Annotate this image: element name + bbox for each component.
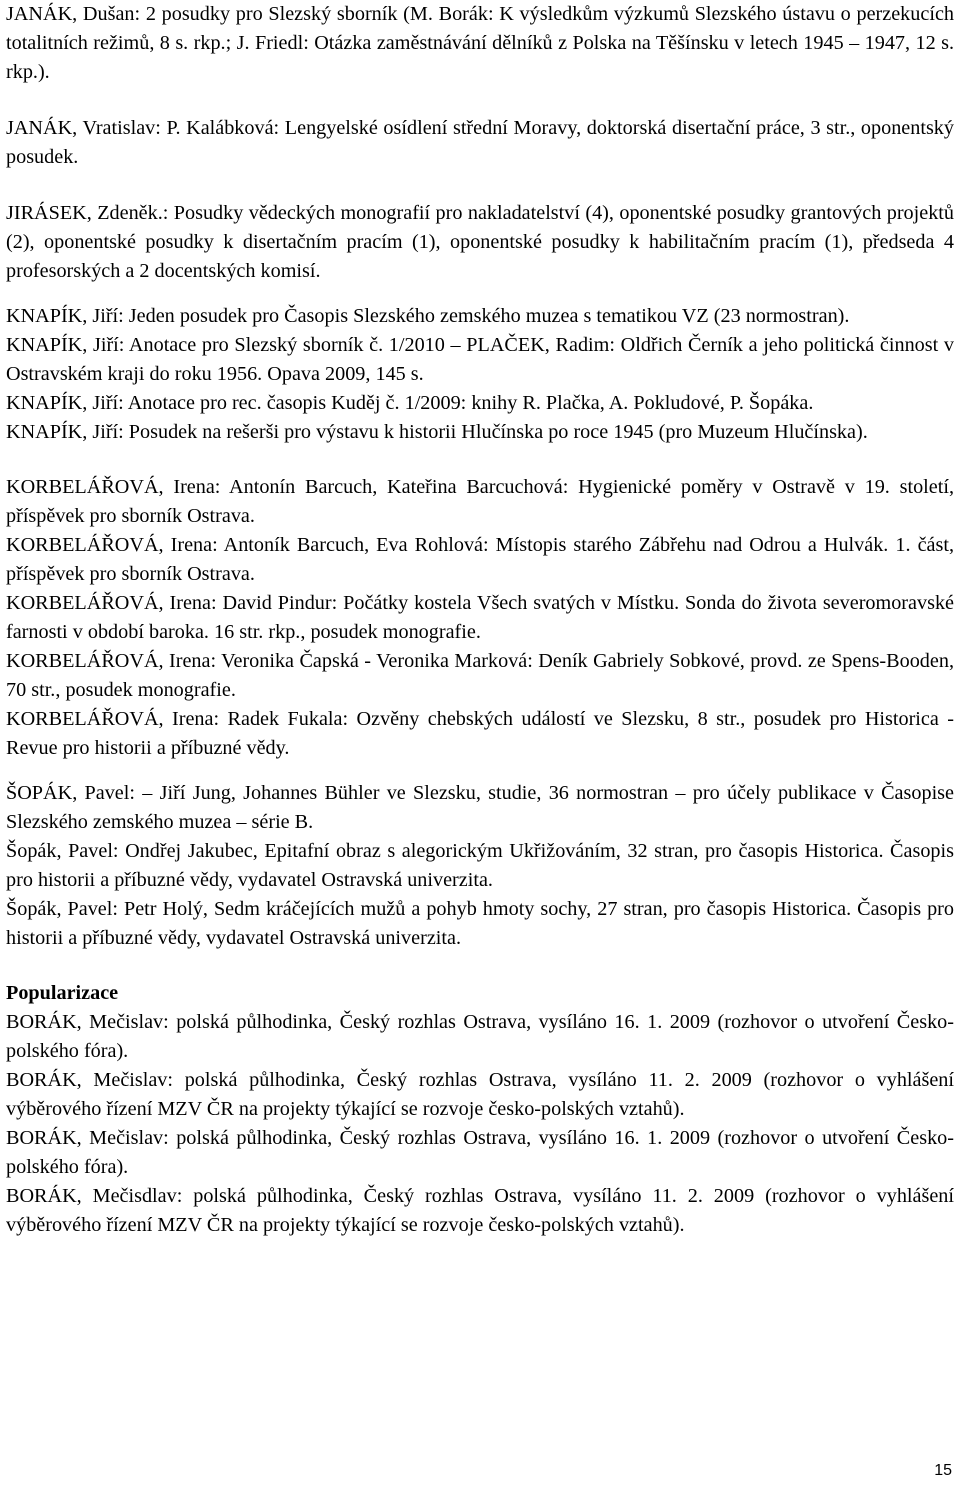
entry-korbelarova-4: KORBELÁŘOVÁ, Irena: Veronika Čapská - Veronika Marková: Deník Gabriely Sobkové, provd. ze Spens-Booden, 70 str., posudek monografie. [6, 650, 954, 701]
entry-korbelarova-1: KORBELÁŘOVÁ, Irena: Antonín Barcuch, Kateřina Barcuchová: Hygienické poměry v Ostravě v 19. století, příspěvek pro sborník Ostrava. [6, 476, 954, 527]
entry-korbelarova-3: KORBELÁŘOVÁ, Irena: David Pindur: Počátky kostela Všech svatých v Místku. Sonda do života severomoravské farnosti v období baroka. 16 str. rkp., posudek monografie. [6, 592, 954, 643]
entry-borak-1: BORÁK, Mečislav: polská půlhodinka, Český rozhlas Ostrava, vysíláno 16. 1. 2009 (rozhovor o utvoření Česko-polského fóra). [6, 1011, 954, 1062]
entry-janak-dusan: JANÁK, Dušan: 2 posudky pro Slezský sborník (M. Borák: K výsledkům výzkumů Slezského ústavu o perzekucích totalitních režimů, 8 s. rkp.; J. Friedl: Otázka zaměstnávání dělníků z Polska na Těšínsku v letech 1945 – 1947, 12 s. rkp.). [6, 3, 954, 83]
page-content [6, 0, 954, 1240]
page-number: 15 [934, 1462, 952, 1479]
entry-borak-3: BORÁK, Mečislav: polská půlhodinka, Český rozhlas Ostrava, vysíláno 16. 1. 2009 (rozhovor o utvoření Česko-polského fóra). [6, 1127, 954, 1178]
entry-knapik-1: KNAPÍK, Jiří: Jeden posudek pro Časopis Slezského zemského muzea s tematikou VZ (23 normostran). [6, 305, 850, 327]
entry-sopak-3: Šopák, Pavel: Petr Holý, Sedm kráčejících mužů a pohyb hmoty sochy, 27 stran, pro časopis Historica. Časopis pro historii a příbuzné vědy, vydavatel Ostravská univerzita. [6, 898, 954, 949]
entry-knapik-4: KNAPÍK, Jiří: Posudek na rešerši pro výstavu k historii Hlučínska po roce 1945 (pro Muzeum Hlučínska). [6, 421, 868, 443]
entry-sopak-2: Šopák, Pavel: Ondřej Jakubec, Epitafní obraz s alegorickým Ukřižováním, 32 stran, pro časopis Historica. Časopis pro historii a příbuzné vědy, vydavatel Ostravská univerzita. [6, 840, 954, 891]
entry-janak-vratislav: JANÁK, Vratislav: P. Kalábková: Lengyelské osídlení střední Moravy, doktorská disertační práce, 3 str., oponentský posudek. [6, 117, 954, 168]
entry-knapik-2: KNAPÍK, Jiří: Anotace pro Slezský sborník č. 1/2010 – PLAČEK, Radim: Oldřich Černík a jeho politická činnost v Ostravském kraji do roku 1956. Opava 2009, 145 s. [6, 334, 954, 385]
section-heading-popularizace: Popularizace [6, 982, 119, 1004]
entry-korbelarova-5: KORBELÁŘOVÁ, Irena: Radek Fukala: Ozvěny chebských událostí ve Slezsku, 8 str., posudek pro Historica - Revue pro historii a příbuzné vědy. [6, 708, 954, 759]
entry-korbelarova-2: KORBELÁŘOVÁ, Irena: Antoník Barcuch, Eva Rohlová: Místopis starého Zábřehu nad Odrou a Hulvák. 1. část, příspěvek pro sborník Ostrava. [6, 534, 954, 585]
entry-borak-4: BORÁK, Mečisdlav: polská půlhodinka, Český rozhlas Ostrava, vysíláno 11. 2. 2009 (rozhovor o vyhlášení výběrového řízení MZV ČR na projekty týkající se rozvoje česko-polských vztahů). [6, 1185, 954, 1236]
entry-jirasek-zdenek: JIRÁSEK, Zdeněk.: Posudky vědeckých monografií pro nakladatelství (4), oponentské posudky grantových projektů (2), oponentské posudky k disertačním pracím (1), oponentské posudky k habilitačním pracím (1), předseda 4 profesorských a 2 docentských komisí. [6, 202, 954, 282]
entry-borak-2: BORÁK, Mečislav: polská půlhodinka, Český rozhlas Ostrava, vysíláno 11. 2. 2009 (rozhovor o vyhlášení výběrového řízení MZV ČR na projekty týkající se rozvoje česko-polských vztahů). [6, 1069, 954, 1120]
entry-knapik-3: KNAPÍK, Jiří: Anotace pro rec. časopis Kuděj č. 1/2009: knihy R. Plačka, A. Pokludové, P. Šopáka. [6, 392, 814, 414]
entry-sopak-1: ŠOPÁK, Pavel: – Jiří Jung, Johannes Bühler ve Slezsku, studie, 36 normostran – pro účely publikace v Časopise Slezského zemského muzea – série B. [6, 782, 954, 833]
